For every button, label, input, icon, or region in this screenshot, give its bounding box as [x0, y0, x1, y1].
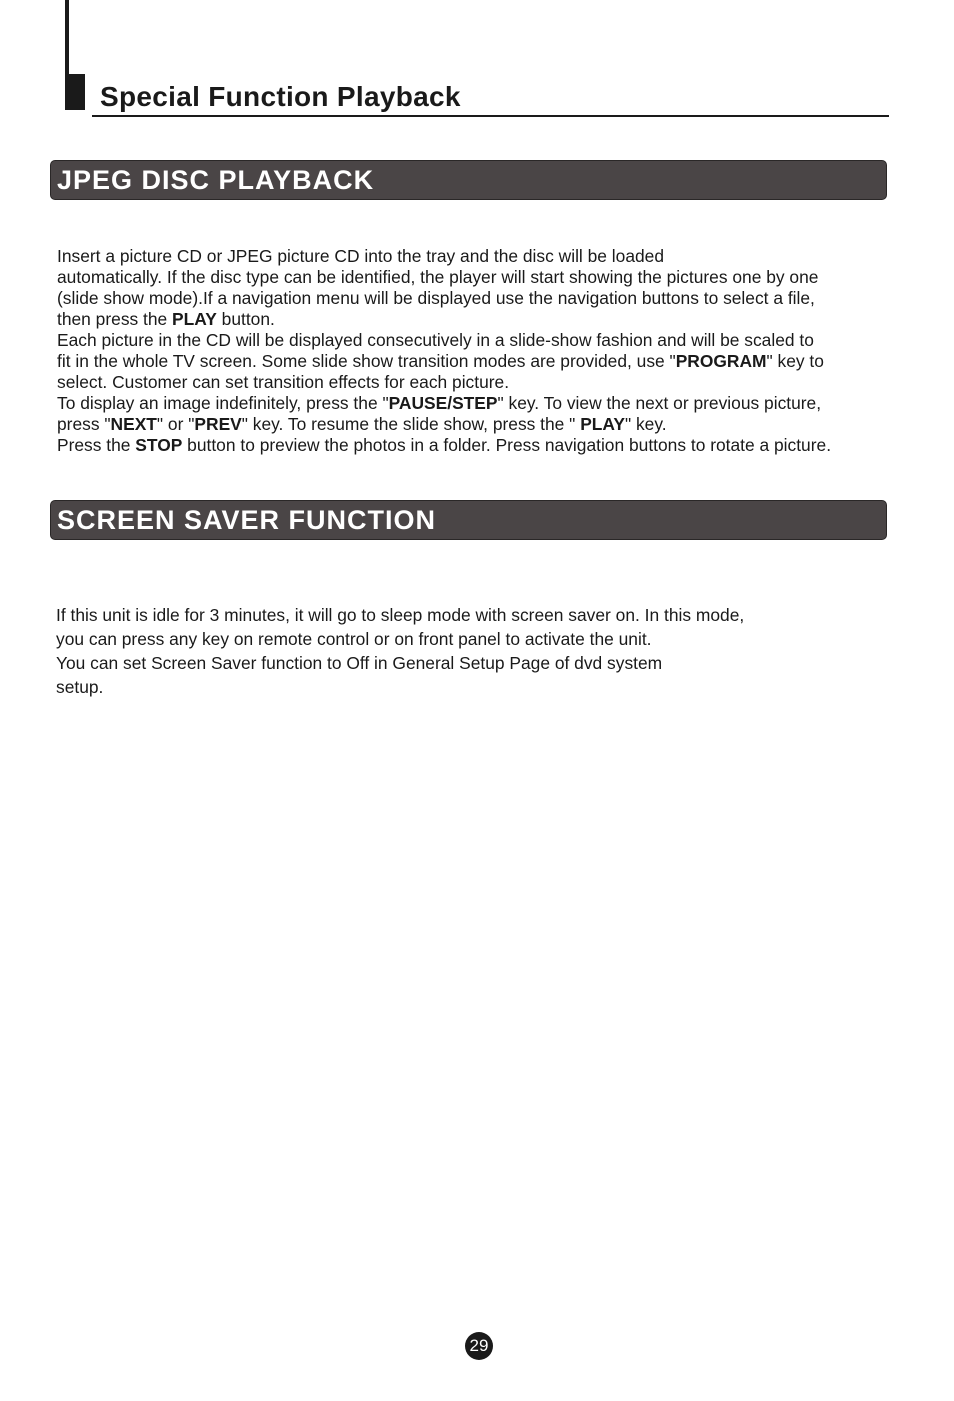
section-title-jpeg: JPEG DISC PLAYBACK — [57, 165, 375, 195]
text-line: setup. — [56, 677, 104, 697]
key-next: NEXT — [110, 414, 157, 434]
page-title: Special Function Playback — [100, 81, 461, 112]
text-line: then press the PLAY button. — [57, 309, 275, 329]
title-underline — [92, 115, 889, 117]
text-line: select. Customer can set transition effects for each picture. — [57, 372, 510, 392]
text-line: Insert a picture CD or JPEG picture CD into the tray and the disc will be loaded — [57, 246, 665, 266]
section-header-screen-saver — [50, 500, 887, 540]
header-accent-block — [65, 74, 85, 110]
jpeg-playback-paragraph — [57, 246, 907, 456]
text-line: automatically. If the disc type can be identified, the player will start showing the pictures one by one — [57, 267, 819, 287]
text-line: To display an image indefinitely, press the "PAUSE/STEP" key. To view the next or previous picture, — [57, 393, 822, 413]
key-stop: STOP — [135, 435, 183, 455]
key-play: PLAY — [580, 414, 625, 434]
screen-saver-paragraph — [56, 603, 906, 699]
key-pause-step: PAUSE/STEP — [388, 393, 498, 413]
text-line: You can set Screen Saver function to Off in General Setup Page of dvd system — [56, 653, 663, 673]
text-line: fit in the whole TV screen. Some slide show transition modes are provided, use "PROGRAM" key to — [57, 351, 824, 371]
text-line: you can press any key on remote control or on front panel to activate the unit. — [56, 629, 652, 649]
page-number-badge: 29 — [465, 1332, 493, 1360]
text-line: press "NEXT" or "PREV" key. To resume the slide show, press the " PLAY" key. — [57, 414, 667, 434]
key-play: PLAY — [172, 309, 217, 329]
text-line: (slide show mode).If a navigation menu will be displayed use the navigation buttons to select a file, — [57, 288, 815, 308]
text-line: Each picture in the CD will be displayed consecutively in a slide-show fashion and will be scaled to — [57, 330, 814, 350]
section-header-jpeg — [50, 160, 887, 200]
text-line: If this unit is idle for 3 minutes, it will go to sleep mode with screen saver on. In this mode, — [56, 605, 745, 625]
key-prev: PREV — [194, 414, 242, 434]
key-program: PROGRAM — [675, 351, 767, 371]
section-title-screen-saver: SCREEN SAVER FUNCTION — [57, 505, 437, 535]
text-line: Press the STOP button to preview the photos in a folder. Press navigation buttons to rotate a picture. — [57, 435, 832, 455]
